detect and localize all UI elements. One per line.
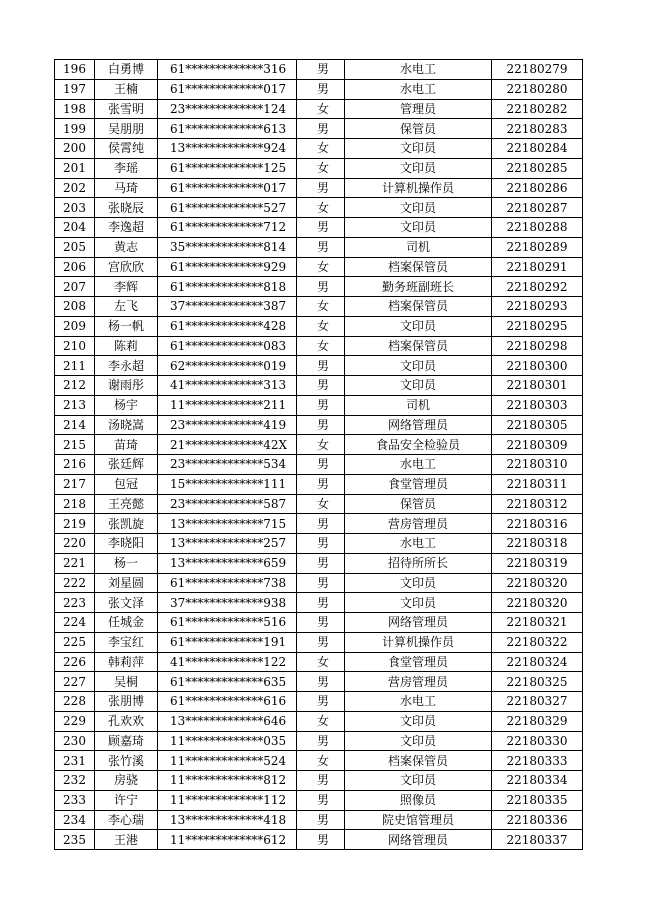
job-title-cell: 文印员 <box>345 593 492 613</box>
gender-cell: 男 <box>297 613 345 633</box>
gender-cell: 男 <box>297 237 345 257</box>
position-code-cell: 22180316 <box>492 514 583 534</box>
job-title-cell: 营房管理员 <box>345 514 492 534</box>
table-row <box>55 218 583 238</box>
row-number-cell: 202 <box>55 178 95 198</box>
job-title-cell: 网络管理员 <box>345 415 492 435</box>
row-number-cell: 231 <box>55 751 95 771</box>
id-number-cell: 61*************616 <box>158 692 297 712</box>
id-number-cell: 21*************42X <box>158 435 297 455</box>
row-number-cell: 224 <box>55 613 95 633</box>
gender-cell: 男 <box>297 692 345 712</box>
table-row <box>55 652 583 672</box>
gender-cell: 女 <box>297 435 345 455</box>
job-title-cell: 水电工 <box>345 79 492 99</box>
table-row <box>55 514 583 534</box>
gender-cell: 男 <box>297 593 345 613</box>
gender-cell: 男 <box>297 514 345 534</box>
person-name-cell: 张廷辉 <box>95 455 158 475</box>
position-code-cell: 22180330 <box>492 731 583 751</box>
id-number-cell: 62*************019 <box>158 356 297 376</box>
gender-cell: 女 <box>297 652 345 672</box>
position-code-cell: 22180288 <box>492 218 583 238</box>
row-number-cell: 207 <box>55 277 95 297</box>
row-number-cell: 227 <box>55 672 95 692</box>
row-number-cell: 234 <box>55 810 95 830</box>
person-name-cell: 李瑶 <box>95 158 158 178</box>
gender-cell: 男 <box>297 573 345 593</box>
table-row <box>55 395 583 415</box>
position-code-cell: 22180311 <box>492 474 583 494</box>
person-name-cell: 苗琦 <box>95 435 158 455</box>
person-name-cell: 李逸超 <box>95 218 158 238</box>
gender-cell: 女 <box>297 751 345 771</box>
position-code-cell: 22180322 <box>492 632 583 652</box>
gender-cell: 男 <box>297 455 345 475</box>
row-number-cell: 232 <box>55 771 95 791</box>
person-name-cell: 张文泽 <box>95 593 158 613</box>
person-name-cell: 韩莉萍 <box>95 652 158 672</box>
position-code-cell: 22180320 <box>492 573 583 593</box>
job-title-cell: 司机 <box>345 395 492 415</box>
gender-cell: 男 <box>297 376 345 396</box>
id-number-cell: 61*************929 <box>158 257 297 277</box>
id-number-cell: 61*************818 <box>158 277 297 297</box>
position-code-cell: 22180280 <box>492 79 583 99</box>
job-title-cell: 文印员 <box>345 771 492 791</box>
job-title-cell: 营房管理员 <box>345 672 492 692</box>
position-code-cell: 22180334 <box>492 771 583 791</box>
id-number-cell: 15*************111 <box>158 474 297 494</box>
job-title-cell: 水电工 <box>345 692 492 712</box>
table-row <box>55 198 583 218</box>
job-title-cell: 勤务班副班长 <box>345 277 492 297</box>
table-row <box>55 297 583 317</box>
table-row <box>55 711 583 731</box>
row-number-cell: 196 <box>55 60 95 80</box>
job-title-cell: 文印员 <box>345 218 492 238</box>
row-number-cell: 218 <box>55 494 95 514</box>
position-code-cell: 22180310 <box>492 455 583 475</box>
gender-cell: 女 <box>297 711 345 731</box>
gender-cell: 女 <box>297 99 345 119</box>
id-number-cell: 41*************313 <box>158 376 297 396</box>
gender-cell: 男 <box>297 810 345 830</box>
person-name-cell: 张竹溪 <box>95 751 158 771</box>
person-name-cell: 白勇博 <box>95 60 158 80</box>
table-row <box>55 415 583 435</box>
job-title-cell: 保管员 <box>345 494 492 514</box>
position-code-cell: 22180286 <box>492 178 583 198</box>
gender-cell: 男 <box>297 277 345 297</box>
person-name-cell: 包冠 <box>95 474 158 494</box>
job-title-cell: 文印员 <box>345 356 492 376</box>
gender-cell: 男 <box>297 672 345 692</box>
table-row <box>55 99 583 119</box>
row-number-cell: 221 <box>55 553 95 573</box>
job-title-cell: 档案保管员 <box>345 297 492 317</box>
job-title-cell: 文印员 <box>345 198 492 218</box>
row-number-cell: 228 <box>55 692 95 712</box>
position-code-cell: 22180282 <box>492 99 583 119</box>
position-code-cell: 22180337 <box>492 830 583 850</box>
id-number-cell: 13*************715 <box>158 514 297 534</box>
id-number-cell: 61*************017 <box>158 178 297 198</box>
person-name-cell: 房骁 <box>95 771 158 791</box>
position-code-cell: 22180318 <box>492 534 583 554</box>
job-title-cell: 文印员 <box>345 158 492 178</box>
table-row <box>55 178 583 198</box>
job-title-cell: 网络管理员 <box>345 613 492 633</box>
position-code-cell: 22180321 <box>492 613 583 633</box>
id-number-cell: 61*************316 <box>158 60 297 80</box>
row-number-cell: 203 <box>55 198 95 218</box>
position-code-cell: 22180309 <box>492 435 583 455</box>
id-number-cell: 41*************122 <box>158 652 297 672</box>
job-title-cell: 水电工 <box>345 534 492 554</box>
id-number-cell: 61*************613 <box>158 119 297 139</box>
row-number-cell: 225 <box>55 632 95 652</box>
job-title-cell: 计算机操作员 <box>345 632 492 652</box>
id-number-cell: 13*************418 <box>158 810 297 830</box>
person-name-cell: 马琦 <box>95 178 158 198</box>
person-name-cell: 孔欢欢 <box>95 711 158 731</box>
row-number-cell: 214 <box>55 415 95 435</box>
table-row <box>55 237 583 257</box>
gender-cell: 女 <box>297 316 345 336</box>
person-name-cell: 宫欣欣 <box>95 257 158 277</box>
job-title-cell: 文印员 <box>345 573 492 593</box>
row-number-cell: 222 <box>55 573 95 593</box>
person-name-cell: 顾嘉琦 <box>95 731 158 751</box>
job-title-cell: 管理员 <box>345 99 492 119</box>
job-title-cell: 文印员 <box>345 376 492 396</box>
row-number-cell: 197 <box>55 79 95 99</box>
person-name-cell: 任城金 <box>95 613 158 633</box>
id-number-cell: 35*************814 <box>158 237 297 257</box>
gender-cell: 男 <box>297 218 345 238</box>
position-code-cell: 22180301 <box>492 376 583 396</box>
person-name-cell: 吴朋朋 <box>95 119 158 139</box>
gender-cell: 男 <box>297 119 345 139</box>
job-title-cell: 食品安全检验员 <box>345 435 492 455</box>
row-number-cell: 230 <box>55 731 95 751</box>
id-number-cell: 61*************712 <box>158 218 297 238</box>
row-number-cell: 211 <box>55 356 95 376</box>
gender-cell: 女 <box>297 158 345 178</box>
gender-cell: 男 <box>297 632 345 652</box>
table-row <box>55 810 583 830</box>
person-name-cell: 李永超 <box>95 356 158 376</box>
id-number-cell: 11*************812 <box>158 771 297 791</box>
gender-cell: 男 <box>297 178 345 198</box>
gender-cell: 女 <box>297 494 345 514</box>
gender-cell: 男 <box>297 830 345 850</box>
id-number-cell: 61*************191 <box>158 632 297 652</box>
id-number-cell: 11*************524 <box>158 751 297 771</box>
position-code-cell: 22180333 <box>492 751 583 771</box>
person-name-cell: 杨一帆 <box>95 316 158 336</box>
position-code-cell: 22180335 <box>492 790 583 810</box>
row-number-cell: 220 <box>55 534 95 554</box>
table-row <box>55 119 583 139</box>
id-number-cell: 61*************017 <box>158 79 297 99</box>
gender-cell: 男 <box>297 790 345 810</box>
person-name-cell: 李晓阳 <box>95 534 158 554</box>
person-name-cell: 汤晓嵩 <box>95 415 158 435</box>
job-title-cell: 文印员 <box>345 711 492 731</box>
table-row <box>55 613 583 633</box>
table-row <box>55 771 583 791</box>
row-number-cell: 206 <box>55 257 95 277</box>
row-number-cell: 212 <box>55 376 95 396</box>
id-number-cell: 61*************083 <box>158 336 297 356</box>
row-number-cell: 208 <box>55 297 95 317</box>
row-number-cell: 200 <box>55 139 95 159</box>
job-title-cell: 文印员 <box>345 731 492 751</box>
row-number-cell: 217 <box>55 474 95 494</box>
row-number-cell: 229 <box>55 711 95 731</box>
job-title-cell: 招待所所长 <box>345 553 492 573</box>
position-code-cell: 22180305 <box>492 415 583 435</box>
position-code-cell: 22180325 <box>492 672 583 692</box>
position-code-cell: 22180312 <box>492 494 583 514</box>
id-number-cell: 13*************646 <box>158 711 297 731</box>
id-number-cell: 11*************211 <box>158 395 297 415</box>
job-title-cell: 档案保管员 <box>345 336 492 356</box>
position-code-cell: 22180291 <box>492 257 583 277</box>
row-number-cell: 233 <box>55 790 95 810</box>
table-row <box>55 751 583 771</box>
position-code-cell: 22180295 <box>492 316 583 336</box>
id-number-cell: 23*************124 <box>158 99 297 119</box>
person-name-cell: 侯霄纯 <box>95 139 158 159</box>
job-title-cell: 文印员 <box>345 316 492 336</box>
table-row <box>55 376 583 396</box>
position-code-cell: 22180284 <box>492 139 583 159</box>
roster-table <box>54 59 583 850</box>
gender-cell: 男 <box>297 553 345 573</box>
row-number-cell: 213 <box>55 395 95 415</box>
table-row <box>55 830 583 850</box>
gender-cell: 女 <box>297 257 345 277</box>
person-name-cell: 王楠 <box>95 79 158 99</box>
gender-cell: 男 <box>297 474 345 494</box>
job-title-cell: 网络管理员 <box>345 830 492 850</box>
id-number-cell: 11*************035 <box>158 731 297 751</box>
id-number-cell: 61*************635 <box>158 672 297 692</box>
job-title-cell: 计算机操作员 <box>345 178 492 198</box>
table-row <box>55 672 583 692</box>
row-number-cell: 205 <box>55 237 95 257</box>
table-row <box>55 632 583 652</box>
person-name-cell: 李心瑞 <box>95 810 158 830</box>
position-code-cell: 22180292 <box>492 277 583 297</box>
table-row <box>55 474 583 494</box>
table-row <box>55 79 583 99</box>
id-number-cell: 23*************534 <box>158 455 297 475</box>
id-number-cell: 61*************125 <box>158 158 297 178</box>
gender-cell: 女 <box>297 139 345 159</box>
position-code-cell: 22180287 <box>492 198 583 218</box>
gender-cell: 女 <box>297 198 345 218</box>
job-title-cell: 食堂管理员 <box>345 474 492 494</box>
position-code-cell: 22180303 <box>492 395 583 415</box>
table-row <box>55 790 583 810</box>
job-title-cell: 保管员 <box>345 119 492 139</box>
gender-cell: 男 <box>297 534 345 554</box>
job-title-cell: 院史馆管理员 <box>345 810 492 830</box>
row-number-cell: 235 <box>55 830 95 850</box>
table-row <box>55 277 583 297</box>
person-name-cell: 张雪明 <box>95 99 158 119</box>
person-name-cell: 张凯旋 <box>95 514 158 534</box>
person-name-cell: 刘星圆 <box>95 573 158 593</box>
person-name-cell: 谢雨彤 <box>95 376 158 396</box>
table-row <box>55 593 583 613</box>
position-code-cell: 22180298 <box>492 336 583 356</box>
gender-cell: 男 <box>297 395 345 415</box>
position-code-cell: 22180285 <box>492 158 583 178</box>
row-number-cell: 219 <box>55 514 95 534</box>
position-code-cell: 22180336 <box>492 810 583 830</box>
person-name-cell: 李宝红 <box>95 632 158 652</box>
gender-cell: 男 <box>297 771 345 791</box>
row-number-cell: 210 <box>55 336 95 356</box>
job-title-cell: 文印员 <box>345 139 492 159</box>
table-row <box>55 356 583 376</box>
gender-cell: 男 <box>297 60 345 80</box>
row-number-cell: 204 <box>55 218 95 238</box>
position-code-cell: 22180283 <box>492 119 583 139</box>
job-title-cell: 水电工 <box>345 60 492 80</box>
id-number-cell: 37*************387 <box>158 297 297 317</box>
table-row <box>55 336 583 356</box>
id-number-cell: 23*************419 <box>158 415 297 435</box>
row-number-cell: 209 <box>55 316 95 336</box>
person-name-cell: 杨一 <box>95 553 158 573</box>
row-number-cell: 215 <box>55 435 95 455</box>
table-row <box>55 731 583 751</box>
table-row <box>55 139 583 159</box>
row-number-cell: 199 <box>55 119 95 139</box>
id-number-cell: 13*************659 <box>158 553 297 573</box>
gender-cell: 男 <box>297 79 345 99</box>
position-code-cell: 22180319 <box>492 553 583 573</box>
position-code-cell: 22180327 <box>492 692 583 712</box>
person-name-cell: 许宁 <box>95 790 158 810</box>
job-title-cell: 档案保管员 <box>345 751 492 771</box>
position-code-cell: 22180324 <box>492 652 583 672</box>
person-name-cell: 吴桐 <box>95 672 158 692</box>
position-code-cell: 22180293 <box>492 297 583 317</box>
id-number-cell: 61*************516 <box>158 613 297 633</box>
roster-rows <box>55 60 583 850</box>
position-code-cell: 22180279 <box>492 60 583 80</box>
person-name-cell: 李辉 <box>95 277 158 297</box>
id-number-cell: 61*************527 <box>158 198 297 218</box>
id-number-cell: 13*************257 <box>158 534 297 554</box>
table-row <box>55 158 583 178</box>
gender-cell: 女 <box>297 297 345 317</box>
gender-cell: 男 <box>297 415 345 435</box>
id-number-cell: 37*************938 <box>158 593 297 613</box>
id-number-cell: 23*************587 <box>158 494 297 514</box>
person-name-cell: 黄志 <box>95 237 158 257</box>
table-row <box>55 60 583 80</box>
person-name-cell: 张朋博 <box>95 692 158 712</box>
job-title-cell: 照像员 <box>345 790 492 810</box>
position-code-cell: 22180320 <box>492 593 583 613</box>
job-title-cell: 食堂管理员 <box>345 652 492 672</box>
row-number-cell: 201 <box>55 158 95 178</box>
gender-cell: 男 <box>297 356 345 376</box>
table-row <box>55 692 583 712</box>
row-number-cell: 223 <box>55 593 95 613</box>
position-code-cell: 22180289 <box>492 237 583 257</box>
row-number-cell: 226 <box>55 652 95 672</box>
person-name-cell: 张晓辰 <box>95 198 158 218</box>
table-row <box>55 553 583 573</box>
table-row <box>55 257 583 277</box>
person-name-cell: 王港 <box>95 830 158 850</box>
gender-cell: 男 <box>297 731 345 751</box>
table-row <box>55 494 583 514</box>
table-row <box>55 573 583 593</box>
job-title-cell: 司机 <box>345 237 492 257</box>
person-name-cell: 左飞 <box>95 297 158 317</box>
id-number-cell: 11*************612 <box>158 830 297 850</box>
job-title-cell: 水电工 <box>345 455 492 475</box>
row-number-cell: 216 <box>55 455 95 475</box>
table-row <box>55 455 583 475</box>
id-number-cell: 61*************428 <box>158 316 297 336</box>
id-number-cell: 61*************738 <box>158 573 297 593</box>
position-code-cell: 22180300 <box>492 356 583 376</box>
table-row <box>55 435 583 455</box>
row-number-cell: 198 <box>55 99 95 119</box>
id-number-cell: 11*************112 <box>158 790 297 810</box>
id-number-cell: 13*************924 <box>158 139 297 159</box>
person-name-cell: 杨宇 <box>95 395 158 415</box>
person-name-cell: 陈莉 <box>95 336 158 356</box>
person-name-cell: 王亮懿 <box>95 494 158 514</box>
table-row <box>55 316 583 336</box>
job-title-cell: 档案保管员 <box>345 257 492 277</box>
gender-cell: 女 <box>297 336 345 356</box>
position-code-cell: 22180329 <box>492 711 583 731</box>
table-row <box>55 534 583 554</box>
